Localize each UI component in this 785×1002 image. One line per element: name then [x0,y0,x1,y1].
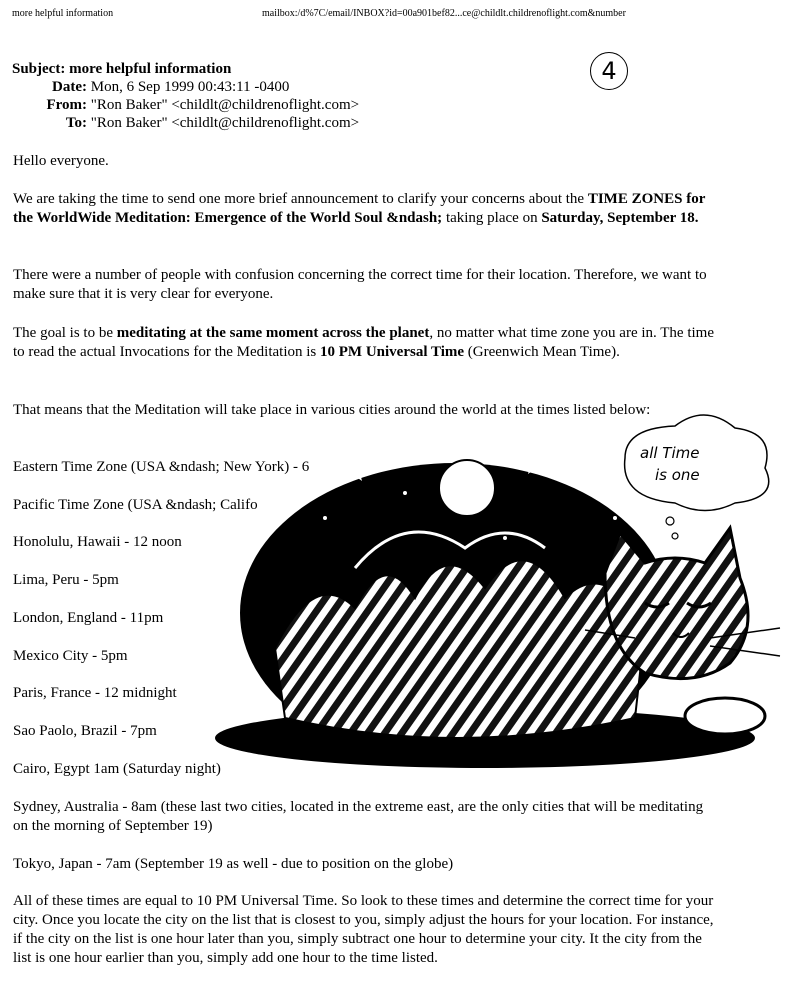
greeting: Hello everyone. [13,153,109,169]
to-value: "Ron Baker" <childlt@childrenoflight.com> [90,115,360,131]
p1-text-a: We are taking the time to send one more brief announcement to clarify your concerns about the [13,191,588,207]
city-eastern: Eastern Time Zone (USA &ndash; New York) - 6 [13,459,310,475]
to-label: To: [65,115,87,131]
to-row [12,114,359,132]
city-pacific: Pacific Time Zone (USA &ndash; Califo [13,497,258,513]
city-honolulu: Honolulu, Hawaii - 12 noon [13,534,182,550]
subject-value: more helpful information [69,61,232,77]
subject-label: Subject: [12,61,66,77]
subject-row [12,60,359,78]
p1-text-c: taking place on [442,210,542,226]
p3-bold-b: meditating at the same moment across the planet [116,325,430,341]
p3-text-a: The goal is to be [13,325,117,341]
city-mexico: Mexico City - 5pm [13,648,128,664]
city-cairo: Cairo, Egypt 1am (Saturday night) [13,761,221,777]
thought-bubble-line2: is one [655,466,700,484]
from-row [12,96,359,114]
p3-text-e: (Greenwich Mean Time). [464,344,620,360]
city-lima: Lima, Peru - 5pm [13,572,119,588]
city-tokyo: Tokyo, Japan - 7am (September 19 as well - due to position on the globe) [13,856,454,872]
date-row [12,78,359,96]
p3-text-c: , no matter what time zone you are in. The time to read the actual Invocations for the Meditation is [13,325,714,360]
browser-header-url: mailbox:/d%7C/email/INBOX?id=00a901bef82...ce@childlt.childrenoflight.com&number [262,8,626,19]
date-label: Date: [52,79,87,95]
from-label: From: [46,97,87,113]
email-header [12,60,359,132]
browser-header-title: more helpful information [12,8,114,19]
date-value: Mon, 6 Sep 1999 00:43:11 -0400 [90,79,290,95]
city-sydney: Sydney, Australia - 8am (these last two cities, located in the extreme east, are the only cities that will be meditating on the morning of September 19) [13,799,704,834]
paragraph-announcement [13,190,718,228]
p1-bold-b: TIME ZONES for the WorldWide Meditation: Emergence of the World Soul &ndash; [13,191,706,226]
from-value: "Ron Baker" <childlt@childrenoflight.com> [90,97,360,113]
city-london: London, England - 11pm [13,610,164,626]
city-paris: Paris, France - 12 midnight [13,685,177,701]
paragraph-confusion: There were a number of people with confusion concerning the correct time for their location. Therefore, we want to make sure that it is very clear for everyone. [13,267,707,302]
paragraph-cities-intro: That means that the Meditation will take place in various cities around the world at the times listed below: [13,402,651,418]
thought-bubble-line1: all Time [640,444,700,462]
paragraph-goal [13,324,718,362]
p3-bold-d: 10 PM Universal Time [320,344,465,360]
handwritten-page-number: 4 [590,52,628,90]
city-sao-paolo: Sao Paolo, Brazil - 7pm [13,723,157,739]
paragraph-instructions: All of these times are equal to 10 PM Universal Time. So look to these times and determine the correct time for your city. Once you locate the city on the list that is closest to you, simply adjust the hours for your location. For instance, if the city on the list is one hour later than you, simply subtract one hour to determine your city. It the city from the list is one hour earlier than you, simply add one hour to the time listed. [13,893,714,966]
p1-bold-d: Saturday, September 18. [541,210,699,226]
